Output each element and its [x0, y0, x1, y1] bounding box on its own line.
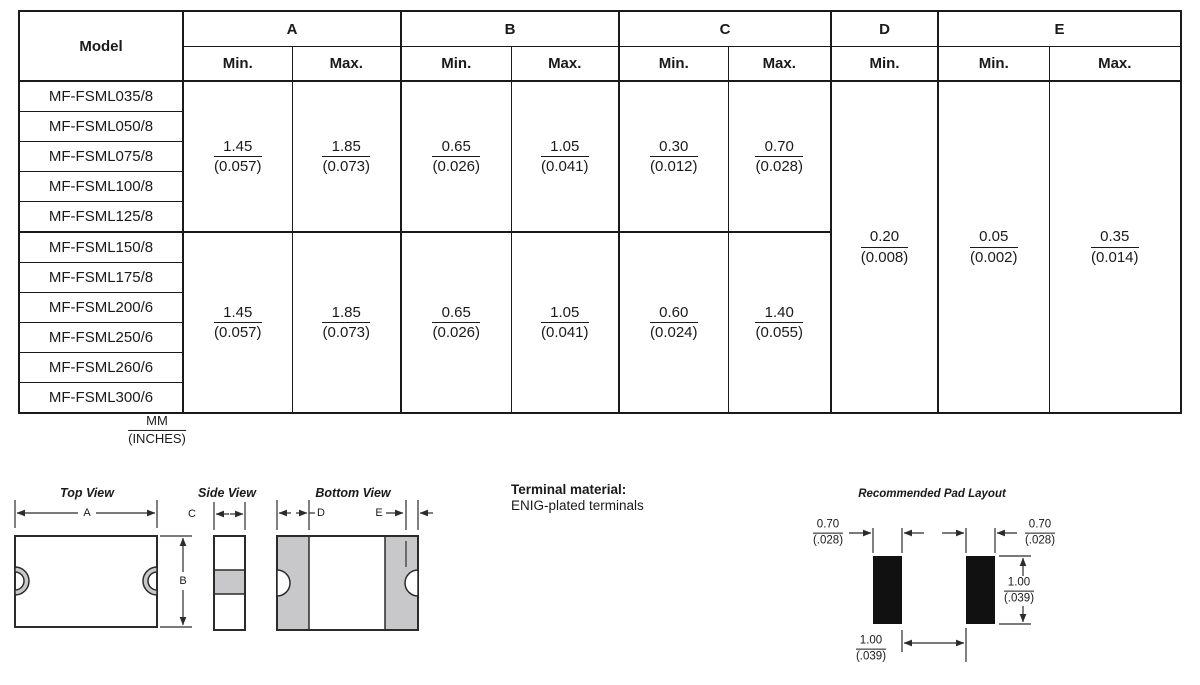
model-cell: MF-FSML100/8	[19, 172, 183, 202]
pad-width-left-dim	[813, 519, 843, 548]
model-cell: MF-FSML300/6	[19, 383, 183, 414]
value-cell	[728, 232, 831, 413]
top-view-title: Top View	[60, 486, 114, 500]
value-cell	[183, 81, 292, 232]
inch-value: (0.055)	[755, 324, 804, 341]
inch-value: (0.026)	[432, 158, 481, 175]
inch-value: (.039)	[855, 650, 887, 663]
side-view-title: Side View	[198, 486, 256, 500]
subheader-d-min: Min.	[831, 47, 938, 82]
group-header-e: E	[938, 11, 1181, 47]
value-cell	[401, 81, 511, 232]
value-cell	[728, 81, 831, 232]
terminal-material-note	[511, 482, 644, 514]
model-cell: MF-FSML125/8	[19, 202, 183, 233]
mm-value: 0.70	[1025, 519, 1055, 534]
mm-value: 0.35	[1091, 228, 1139, 247]
table-row	[19, 11, 1181, 47]
units-inches: (INCHES)	[128, 430, 186, 446]
subheader-c-min: Min.	[619, 47, 728, 82]
group-header-d: D	[831, 11, 938, 47]
inch-value: (0.057)	[213, 158, 262, 175]
mm-value: 1.00	[1004, 577, 1034, 592]
value-cell	[1049, 81, 1181, 413]
dimensions-table	[18, 10, 1182, 414]
model-cell: MF-FSML175/8	[19, 263, 183, 293]
terminal-material-value: ENIG-plated terminals	[511, 498, 644, 513]
mm-value: 0.60	[650, 304, 698, 323]
pad-layout-title: Recommended Pad Layout	[858, 488, 1006, 500]
inch-value: (0.073)	[322, 324, 371, 341]
subheader-a-min: Min.	[183, 47, 292, 82]
value-cell	[401, 232, 511, 413]
dim-label-a: A	[83, 507, 91, 519]
subheader-c-max: Max.	[728, 47, 831, 82]
group-header-b: B	[401, 11, 619, 47]
bottom-view-title: Bottom View	[315, 486, 391, 500]
mm-value: 0.70	[755, 138, 803, 157]
inch-value: (0.073)	[322, 158, 371, 175]
subheader-e-max: Max.	[1049, 47, 1181, 82]
units-mm: MM	[128, 414, 186, 431]
value-cell	[292, 81, 401, 232]
model-cell: MF-FSML260/6	[19, 353, 183, 383]
inch-value: (0.057)	[213, 324, 262, 341]
inch-value: (0.014)	[1090, 248, 1139, 266]
mm-value: 1.45	[214, 138, 262, 157]
dim-label-e: E	[375, 507, 383, 519]
inch-value: (0.041)	[540, 324, 589, 341]
subheader-b-min: Min.	[401, 47, 511, 82]
group-header-c: C	[619, 11, 831, 47]
dim-label-d: D	[317, 507, 325, 519]
value-cell	[831, 81, 938, 413]
value-cell	[511, 81, 619, 232]
dim-label-b: B	[179, 575, 187, 587]
value-cell	[619, 81, 728, 232]
mm-value: 0.70	[813, 519, 843, 534]
mm-value: 0.65	[432, 304, 480, 323]
inch-value: (0.041)	[540, 158, 589, 175]
subheader-b-max: Max.	[511, 47, 619, 82]
subheader-a-max: Max.	[292, 47, 401, 82]
value-cell	[619, 232, 728, 413]
dim-label-c: C	[188, 508, 196, 520]
inch-value: (.028)	[1024, 534, 1056, 547]
mm-value: 1.40	[755, 304, 803, 323]
value-cell	[292, 232, 401, 413]
value-cell	[183, 232, 292, 413]
model-cell: MF-FSML150/8	[19, 232, 183, 263]
value-cell	[938, 81, 1049, 413]
mm-value: 1.05	[541, 304, 589, 323]
mm-value: 1.85	[322, 304, 370, 323]
mm-value: 1.45	[214, 304, 262, 323]
model-cell: MF-FSML050/8	[19, 112, 183, 142]
mm-value: 1.85	[322, 138, 370, 157]
inch-value: (.039)	[1003, 592, 1035, 605]
inch-value: (.028)	[812, 534, 844, 547]
mm-value: 0.20	[861, 228, 909, 247]
subheader-e-min: Min.	[938, 47, 1049, 82]
inch-value: (0.024)	[649, 324, 698, 341]
table-row	[19, 47, 1181, 82]
units-legend	[128, 414, 186, 446]
model-cell: MF-FSML035/8	[19, 81, 183, 112]
model-column-header: Model	[19, 11, 183, 81]
model-cell: MF-FSML200/6	[19, 293, 183, 323]
table-row	[19, 81, 1181, 112]
pad-height-dim	[1004, 577, 1034, 606]
group-header-a: A	[183, 11, 401, 47]
mm-value: 1.00	[856, 635, 886, 650]
inch-value: (0.002)	[969, 248, 1018, 266]
mm-value: 0.05	[970, 228, 1018, 247]
inch-value: (0.026)	[432, 324, 481, 341]
pad-gap-dim	[856, 635, 886, 664]
mm-value: 1.05	[541, 138, 589, 157]
model-cell: MF-FSML250/6	[19, 323, 183, 353]
pad-width-right-dim	[1025, 519, 1055, 548]
inch-value: (0.012)	[649, 158, 698, 175]
inch-value: (0.008)	[860, 248, 909, 266]
terminal-material-label: Terminal material:	[511, 482, 627, 497]
inch-value: (0.028)	[755, 158, 804, 175]
value-cell	[511, 232, 619, 413]
mm-value: 0.65	[432, 138, 480, 157]
mm-value: 0.30	[650, 138, 698, 157]
model-cell: MF-FSML075/8	[19, 142, 183, 172]
